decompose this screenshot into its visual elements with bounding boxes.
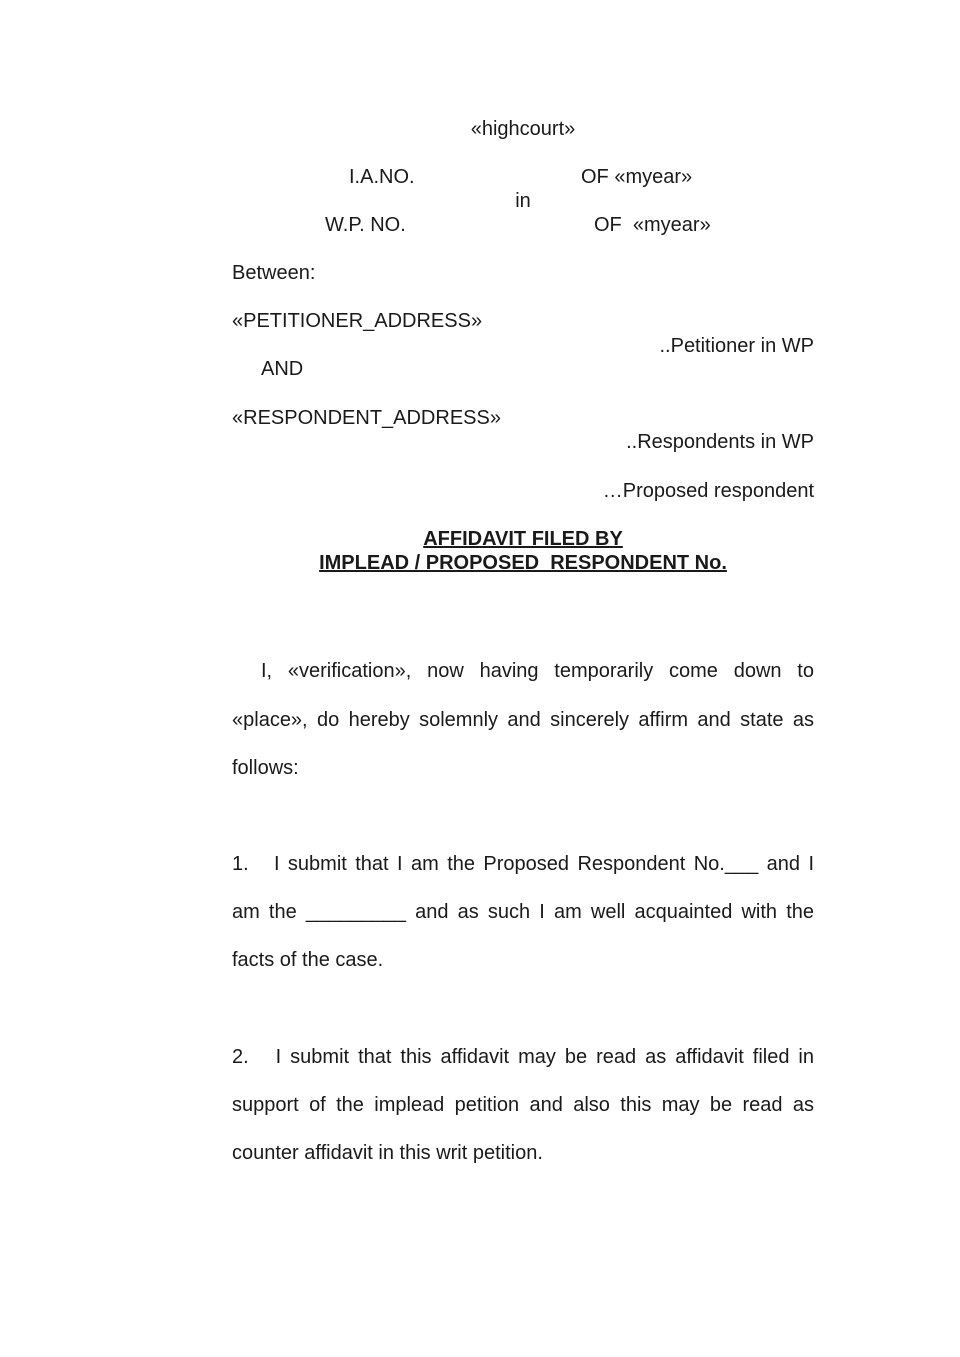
and-label: AND <box>261 358 304 380</box>
court-name: «highcourt» <box>470 118 576 140</box>
petitioner-address: «PETITIONER_ADDRESS» <box>232 310 483 332</box>
intro-line-2: «place», do hereby solemnly and sincerely affirm and state as <box>232 709 814 731</box>
respondent-address: «RESPONDENT_ADDRESS» <box>232 407 501 429</box>
para1-line-3: facts of the case. <box>232 949 384 971</box>
para2-line-1: 2. I submit that this affidavit may be read as affidavit filed in <box>232 1046 814 1068</box>
wp-number-label: W.P. NO. <box>325 214 406 236</box>
in-label: in <box>515 190 531 212</box>
affidavit-title-line2: IMPLEAD / PROPOSED RESPONDENT No. <box>319 552 727 574</box>
para2-line-3: counter affidavit in this writ petition. <box>232 1142 543 1164</box>
ia-number-label: I.A.NO. <box>349 166 415 188</box>
intro-line-3: follows: <box>232 757 299 779</box>
para1-line-2: am the _________ and as such I am well acquainted with the <box>232 901 814 923</box>
wp-year: OF «myear» <box>594 214 711 236</box>
proposed-respondent-role: …Proposed respondent <box>602 480 814 502</box>
intro-line-1: I, «verification», now having temporarily come down to <box>261 660 814 682</box>
ia-year: OF «myear» <box>581 166 693 188</box>
para2-line-2: support of the implead petition and also this may be read as <box>232 1094 814 1116</box>
petitioner-role: ..Petitioner in WP <box>659 335 814 357</box>
para1-line-1: 1. I submit that I am the Proposed Respondent No.___ and I <box>232 853 814 875</box>
respondent-role: ..Respondents in WP <box>626 431 814 453</box>
affidavit-title-line1: AFFIDAVIT FILED BY <box>423 528 623 550</box>
between-label: Between: <box>232 262 316 284</box>
